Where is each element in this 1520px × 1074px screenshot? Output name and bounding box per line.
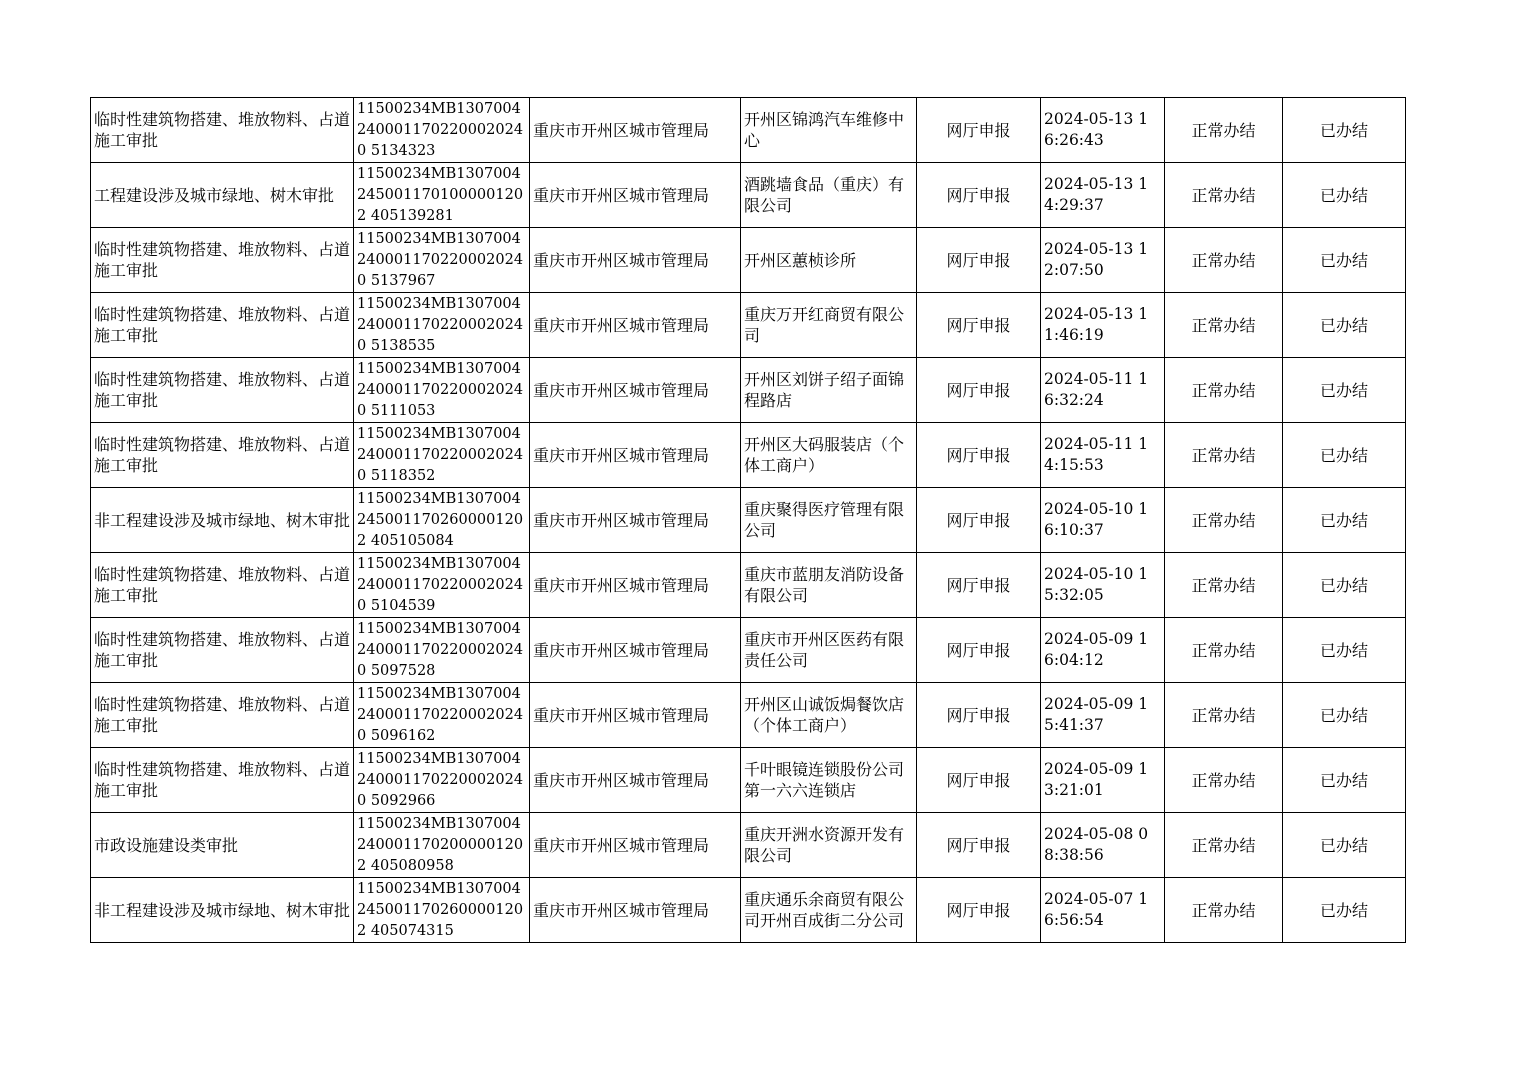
applicant-cell: 酒跳墙食品（重庆）有限公司 <box>741 163 917 228</box>
department-cell: 重庆市开州区城市管理局 <box>530 423 741 488</box>
status-cell: 已办结 <box>1283 423 1406 488</box>
timestamp-cell: 2024-05-08 08:38:56 <box>1041 813 1165 878</box>
applicant-cell: 重庆万开红商贸有限公司 <box>741 293 917 358</box>
approval-item-cell: 临时性建筑物搭建、堆放物料、占道施工审批 <box>91 553 354 618</box>
result-cell: 正常办结 <box>1165 813 1283 878</box>
department-cell: 重庆市开州区城市管理局 <box>530 553 741 618</box>
approval-item-cell: 临时性建筑物搭建、堆放物料、占道施工审批 <box>91 423 354 488</box>
approval-item-cell: 临时性建筑物搭建、堆放物料、占道施工审批 <box>91 358 354 423</box>
table-row <box>91 293 1406 358</box>
department-cell: 重庆市开州区城市管理局 <box>530 163 741 228</box>
status-cell: 已办结 <box>1283 163 1406 228</box>
result-cell: 正常办结 <box>1165 488 1283 553</box>
department-cell: 重庆市开州区城市管理局 <box>530 748 741 813</box>
status-cell: 已办结 <box>1283 293 1406 358</box>
status-cell: 已办结 <box>1283 813 1406 878</box>
timestamp-cell: 2024-05-13 16:26:43 <box>1041 98 1165 163</box>
approval-item-cell: 临时性建筑物搭建、堆放物料、占道施工审批 <box>91 683 354 748</box>
table-row <box>91 683 1406 748</box>
status-cell: 已办结 <box>1283 683 1406 748</box>
timestamp-cell: 2024-05-11 14:15:53 <box>1041 423 1165 488</box>
status-cell: 已办结 <box>1283 618 1406 683</box>
channel-cell: 网厅申报 <box>917 423 1041 488</box>
approval-item-cell: 非工程建设涉及城市绿地、树木审批 <box>91 488 354 553</box>
case-code-cell: 11500234MB13070042400011702200020240 5118352 <box>354 423 530 488</box>
applicant-cell: 重庆市蓝朋友消防设备有限公司 <box>741 553 917 618</box>
department-cell: 重庆市开州区城市管理局 <box>530 98 741 163</box>
table-body <box>91 98 1406 943</box>
result-cell: 正常办结 <box>1165 358 1283 423</box>
result-cell: 正常办结 <box>1165 683 1283 748</box>
channel-cell: 网厅申报 <box>917 748 1041 813</box>
channel-cell: 网厅申报 <box>917 878 1041 943</box>
record-table <box>90 97 1406 943</box>
result-cell: 正常办结 <box>1165 878 1283 943</box>
applicant-cell: 重庆聚得医疗管理有限公司 <box>741 488 917 553</box>
applicant-cell: 开州区蕙桢诊所 <box>741 228 917 293</box>
timestamp-cell: 2024-05-10 16:10:37 <box>1041 488 1165 553</box>
applicant-cell: 重庆市开州区医药有限责任公司 <box>741 618 917 683</box>
table-row <box>91 228 1406 293</box>
case-code-cell: 11500234MB13070042450011701000001202 405139281 <box>354 163 530 228</box>
channel-cell: 网厅申报 <box>917 683 1041 748</box>
channel-cell: 网厅申报 <box>917 358 1041 423</box>
case-code-cell: 11500234MB13070042400011702200020240 5104539 <box>354 553 530 618</box>
approval-item-cell: 临时性建筑物搭建、堆放物料、占道施工审批 <box>91 228 354 293</box>
status-cell: 已办结 <box>1283 228 1406 293</box>
approval-item-cell: 市政设施建设类审批 <box>91 813 354 878</box>
approval-item-cell: 临时性建筑物搭建、堆放物料、占道施工审批 <box>91 748 354 813</box>
table-row <box>91 488 1406 553</box>
result-cell: 正常办结 <box>1165 748 1283 813</box>
result-cell: 正常办结 <box>1165 553 1283 618</box>
applicant-cell: 开州区刘饼子绍子面锦程路店 <box>741 358 917 423</box>
table-row <box>91 423 1406 488</box>
approval-item-cell: 临时性建筑物搭建、堆放物料、占道施工审批 <box>91 618 354 683</box>
table-row <box>91 98 1406 163</box>
case-code-cell: 11500234MB13070042400011702200020240 5138535 <box>354 293 530 358</box>
channel-cell: 网厅申报 <box>917 293 1041 358</box>
timestamp-cell: 2024-05-07 16:56:54 <box>1041 878 1165 943</box>
department-cell: 重庆市开州区城市管理局 <box>530 293 741 358</box>
result-cell: 正常办结 <box>1165 618 1283 683</box>
approval-item-cell: 临时性建筑物搭建、堆放物料、占道施工审批 <box>91 98 354 163</box>
table-row <box>91 553 1406 618</box>
case-code-cell: 11500234MB13070042450011702600001202 405074315 <box>354 878 530 943</box>
approval-item-cell: 工程建设涉及城市绿地、树木审批 <box>91 163 354 228</box>
case-code-cell: 11500234MB13070042400011702200020240 5096162 <box>354 683 530 748</box>
timestamp-cell: 2024-05-09 13:21:01 <box>1041 748 1165 813</box>
timestamp-cell: 2024-05-13 11:46:19 <box>1041 293 1165 358</box>
table-row <box>91 163 1406 228</box>
applicant-cell: 开州区山诚饭焗餐饮店（个体工商户） <box>741 683 917 748</box>
applicant-cell: 千叶眼镜连锁股份公司第一六六连锁店 <box>741 748 917 813</box>
result-cell: 正常办结 <box>1165 98 1283 163</box>
case-code-cell: 11500234MB13070042400011702200020240 5134323 <box>354 98 530 163</box>
applicant-cell: 重庆通乐余商贸有限公司开州百成街二分公司 <box>741 878 917 943</box>
channel-cell: 网厅申报 <box>917 618 1041 683</box>
result-cell: 正常办结 <box>1165 228 1283 293</box>
table-row <box>91 878 1406 943</box>
department-cell: 重庆市开州区城市管理局 <box>530 683 741 748</box>
timestamp-cell: 2024-05-13 12:07:50 <box>1041 228 1165 293</box>
approval-item-cell: 非工程建设涉及城市绿地、树木审批 <box>91 878 354 943</box>
result-cell: 正常办结 <box>1165 163 1283 228</box>
case-code-cell: 11500234MB13070042400011702200020240 5097528 <box>354 618 530 683</box>
channel-cell: 网厅申报 <box>917 553 1041 618</box>
department-cell: 重庆市开州区城市管理局 <box>530 618 741 683</box>
status-cell: 已办结 <box>1283 878 1406 943</box>
applicant-cell: 开州区大码服装店（个体工商户） <box>741 423 917 488</box>
table-row <box>91 813 1406 878</box>
department-cell: 重庆市开州区城市管理局 <box>530 813 741 878</box>
table-row <box>91 618 1406 683</box>
channel-cell: 网厅申报 <box>917 163 1041 228</box>
department-cell: 重庆市开州区城市管理局 <box>530 488 741 553</box>
timestamp-cell: 2024-05-09 16:04:12 <box>1041 618 1165 683</box>
channel-cell: 网厅申报 <box>917 488 1041 553</box>
table-row <box>91 748 1406 813</box>
status-cell: 已办结 <box>1283 748 1406 813</box>
department-cell: 重庆市开州区城市管理局 <box>530 228 741 293</box>
department-cell: 重庆市开州区城市管理局 <box>530 358 741 423</box>
result-cell: 正常办结 <box>1165 423 1283 488</box>
case-code-cell: 11500234MB13070042400011702200020240 5092966 <box>354 748 530 813</box>
status-cell: 已办结 <box>1283 553 1406 618</box>
status-cell: 已办结 <box>1283 98 1406 163</box>
table-row <box>91 358 1406 423</box>
timestamp-cell: 2024-05-10 15:32:05 <box>1041 553 1165 618</box>
case-code-cell: 11500234MB13070042400011702200020240 5137967 <box>354 228 530 293</box>
status-cell: 已办结 <box>1283 358 1406 423</box>
approval-item-cell: 临时性建筑物搭建、堆放物料、占道施工审批 <box>91 293 354 358</box>
timestamp-cell: 2024-05-09 15:41:37 <box>1041 683 1165 748</box>
applicant-cell: 开州区锦鸿汽车维修中心 <box>741 98 917 163</box>
department-cell: 重庆市开州区城市管理局 <box>530 878 741 943</box>
channel-cell: 网厅申报 <box>917 98 1041 163</box>
timestamp-cell: 2024-05-11 16:32:24 <box>1041 358 1165 423</box>
status-cell: 已办结 <box>1283 488 1406 553</box>
case-code-cell: 11500234MB13070042400011702000001202 405080958 <box>354 813 530 878</box>
applicant-cell: 重庆开洲水资源开发有限公司 <box>741 813 917 878</box>
timestamp-cell: 2024-05-13 14:29:37 <box>1041 163 1165 228</box>
result-cell: 正常办结 <box>1165 293 1283 358</box>
channel-cell: 网厅申报 <box>917 813 1041 878</box>
case-code-cell: 11500234MB13070042400011702200020240 5111053 <box>354 358 530 423</box>
channel-cell: 网厅申报 <box>917 228 1041 293</box>
case-code-cell: 11500234MB13070042450011702600001202 405105084 <box>354 488 530 553</box>
